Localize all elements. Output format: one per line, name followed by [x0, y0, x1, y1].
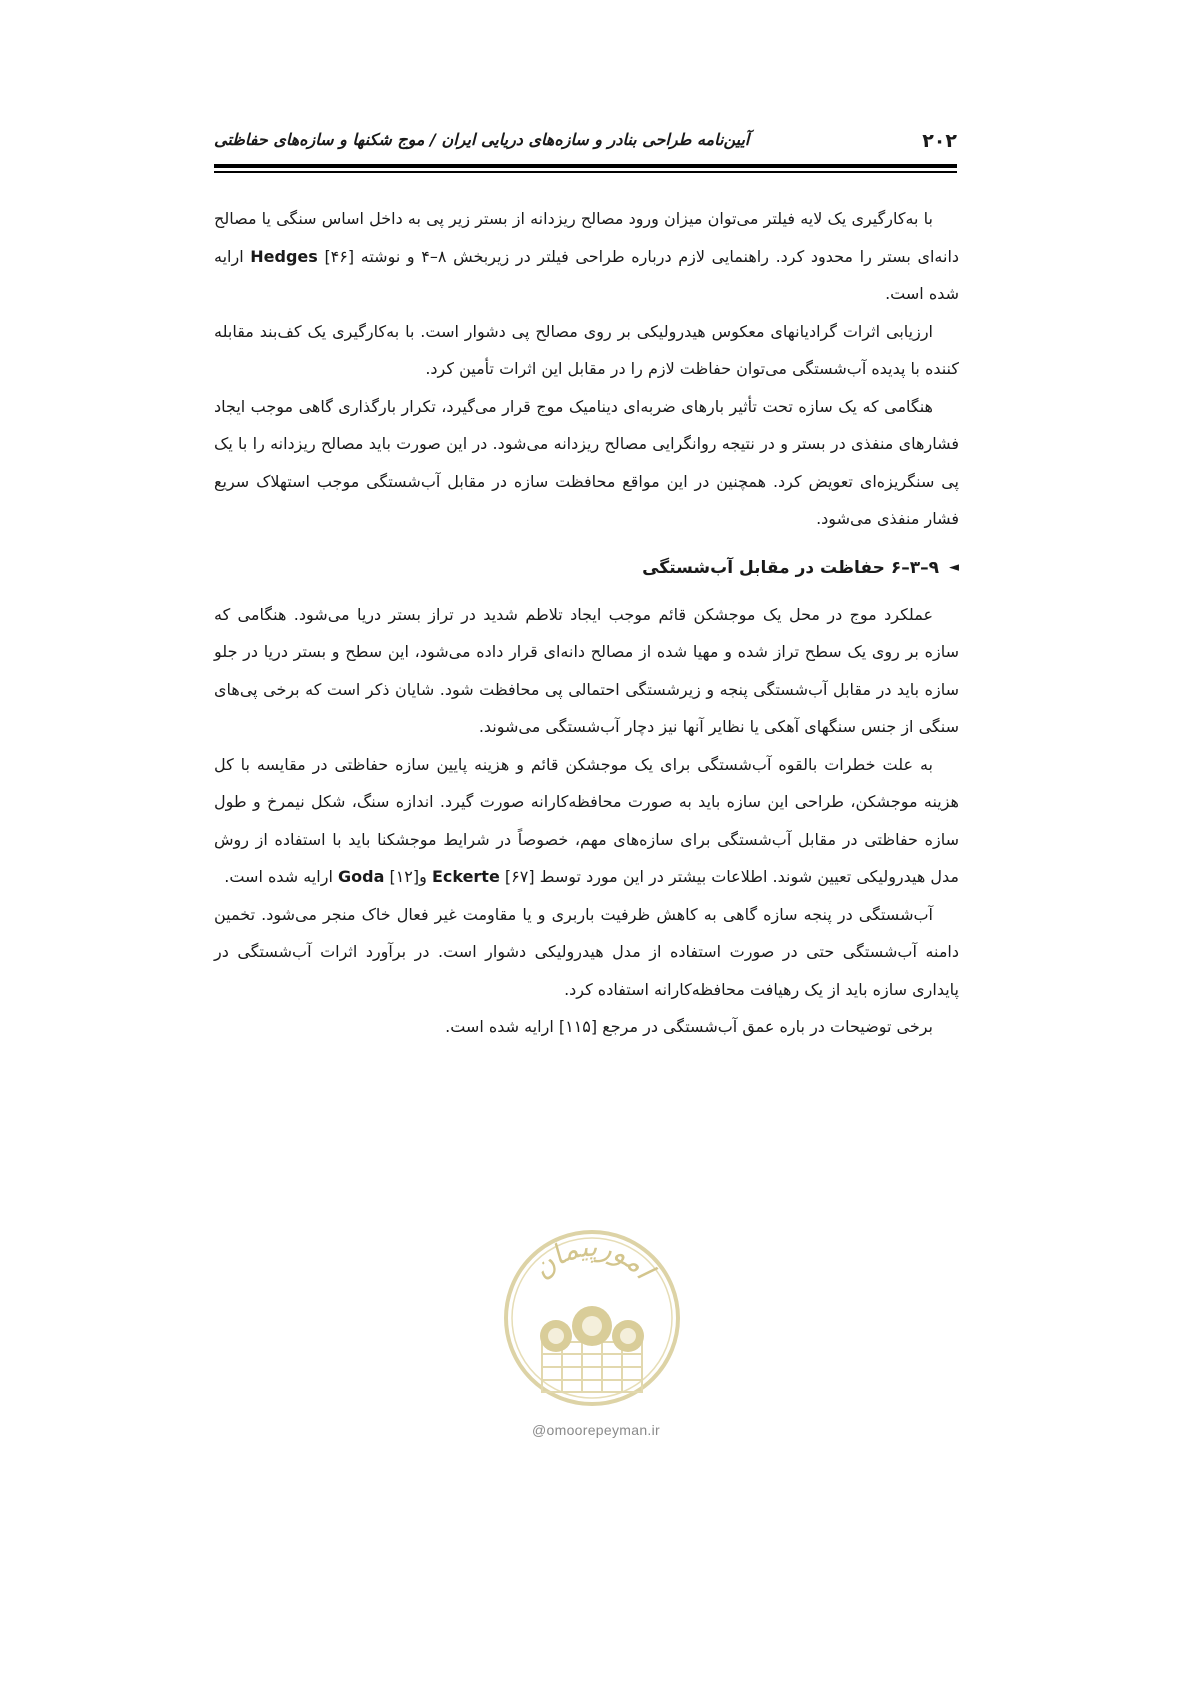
page-number: ۲۰۲ — [922, 130, 957, 152]
page-header — [214, 128, 957, 160]
header-rule-thin — [214, 171, 957, 173]
watermark-url: @omoorepeyman.ir — [532, 1422, 660, 1438]
section-heading — [214, 550, 959, 586]
running-title: آیین‌نامه طراحی بنادر و سازه‌های دریایی ایران / موج شکنها و سازه‌های حفاظتی — [214, 130, 750, 149]
svg-text:امورپیمان: امورپیمان — [524, 1229, 661, 1285]
header-rule-thick — [214, 164, 957, 168]
paragraph: با به‌کارگیری یک لایه فیلتر می‌توان میزان ورود مصالح ریزدانه از بستر زیر پی به داخل اساس سنگی یا مصالح دانه‌ای بستر را محدود کرد. راهنمایی لازم درباره طراحی فیلتر در زیربخش ۸–۴ و نوشته Hedges [۴۶] ارایه شده است. — [214, 209, 960, 303]
paragraph: آب‌شستگی در پنجه سازه گاهی به کاهش ظرفیت باربری و یا مقاومت غیر فعال خاک منجر می‌شود. تخمین دامنه آب‌شستگی حتی در صورت استفاده از مدل هیدرولیکی دشوار است. در برآورد اثرات آب‌شستگی در پایداری سازه باید از یک رهیافت محافظه‌کارانه استفاده کرد. — [214, 904, 959, 999]
paragraph: برخی توضیحات در باره عمق آب‌شستگی در مرجع [۱۱۵] ارایه شده است. — [445, 1017, 933, 1036]
author-reference: Goda — [337, 867, 385, 886]
section-title: ۹–۳–۶ حفاظت در مقابل آب‌شستگی — [642, 557, 939, 578]
triangle-marker-icon: ◄ — [949, 559, 959, 575]
paragraph: عملکرد موج در محل یک موجشکن قائم موجب ایجاد تلاطم شدید در تراز بستر دریا می‌شود. هنگامی که سازه بر روی یک سطح تراز شده و مهیا شده از مصالح دانه‌ای قرار داده می‌شود، این سطح و بستر دریا در جلو سازه باید در مقابل آب‌شستگی پنجه و زیرشستگی احتمالی پی محافظت شود. شایان ذکر است که برخی پی‌های سنگی از جنس سنگهای آهکی یا نظایر آنها نیز دچار آب‌شستگی می‌شوند. — [214, 604, 959, 736]
author-reference: Eckerte — [431, 867, 500, 886]
paragraph: هنگامی که یک سازه تحت تأثیر بارهای ضربه‌ای دینامیک موج قرار می‌گیرد، تکرار بارگذاری گاهی موجب ایجاد فشارهای منفذی در بستر و در نتیجه روانگرایی مصالح ریزدانه می‌شود. در این صورت باید مصالح ریزدانه را با یک پی سنگریزه‌ای تعویض کرد. همچنین در این مواقع محافظت سازه در مقابل آب‌شستگی موجب استهلاک سریع فشار منفذی می‌شود. — [214, 396, 959, 528]
paragraph: ارزیابی اثرات گرادیانهای معکوس هیدرولیکی بر روی مصالح پی دشوار است. با به‌کارگیری یک کف‌بند مقابله کننده با پدیده آب‌شستگی می‌توان حفاظت لازم را در مقابل این اثرات تأمین کرد. — [214, 321, 959, 378]
body-content — [214, 200, 959, 1046]
author-reference: Hedges — [250, 246, 318, 266]
watermark-logo — [498, 1224, 686, 1414]
paragraph: به علت خطرات بالقوه آب‌شستگی برای یک موجشکن قائم و هزینه پایین سازه حفاظتی در مقایسه با کل هزینه موجشکن، طراحی این سازه باید به صورت محافظه‌کارانه صورت گیرد. اندازه سنگ، شکل نیمرخ و طول سازه حفاظتی در مقابل آب‌شستگی برای سازه‌های مهم، خصوصاً در شرایط موجشکنا باید با استفاده از روش مدل هیدرولیکی تعیین شوند. اطلاعات بیشتر در این مورد توسط Eckerte [۶۷] وGoda [۱۲] ارایه شده است. — [214, 754, 959, 886]
